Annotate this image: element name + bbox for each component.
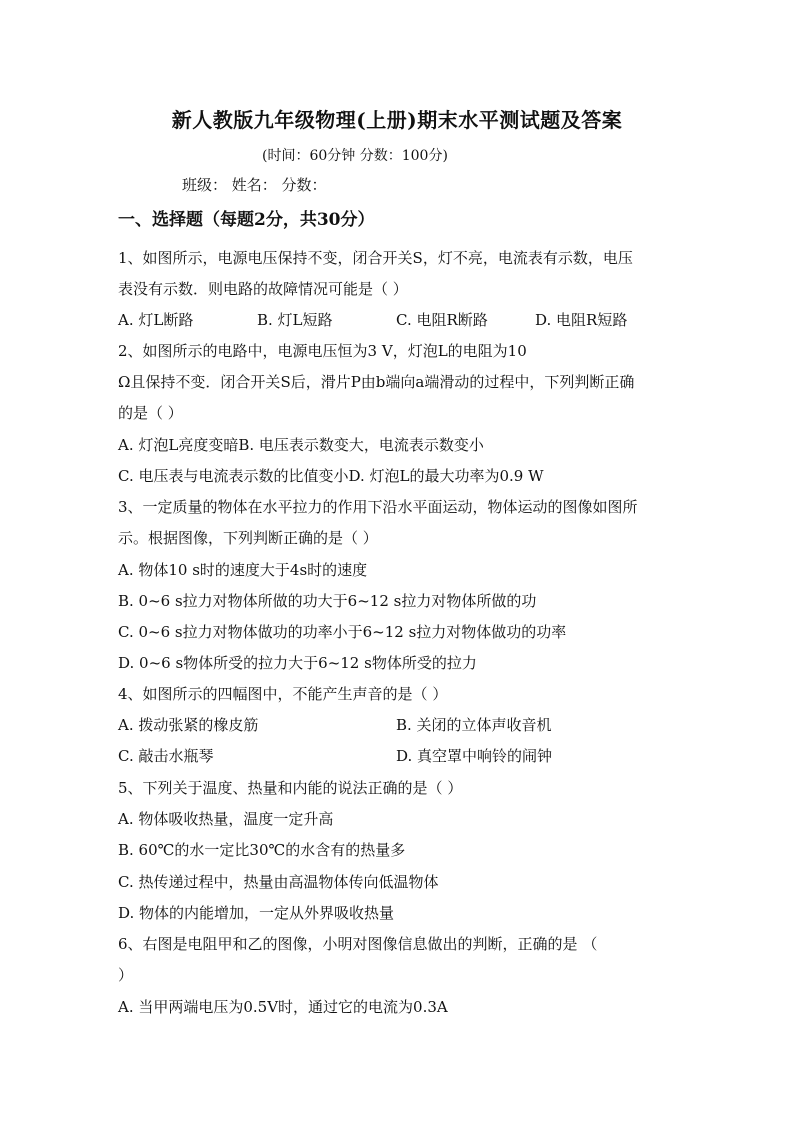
q4-option-b: B. 关闭的立体声收音机 — [396, 716, 552, 734]
q6-stem-line-1: 6、右图是电阻甲和乙的图像，小明对图像信息做出的判断，正确的是 （ — [118, 935, 598, 953]
q3-stem-line-1: 3、一定质量的物体在水平拉力的作用下沿水平面运动，物体运动的图像如图所 — [118, 498, 638, 516]
q3-option-b: B. 0~6 s拉力对物体所做的功大于6~12 s拉力对物体所做的功 — [118, 592, 537, 610]
q4-option-a: A. 拨动张紧的橡皮筋 — [118, 716, 259, 734]
q4-option-c: C. 敲击水瓶琴 — [118, 747, 214, 765]
q1-option-a: A. 灯L断路 — [118, 311, 194, 329]
q2-options-ab: A. 灯泡L亮度变暗B. 电压表示数变大，电流表示数变小 — [118, 436, 484, 454]
q4-stem: 4、如图所示的四幅图中，不能产生声音的是（ ） — [118, 685, 448, 703]
exam-title: 新人教版九年级物理(上册)期末水平测试题及答案 — [171, 108, 623, 132]
q3-stem-line-2: 示。根据图像，下列判断正确的是（ ） — [118, 529, 378, 547]
q5-option-a: A. 物体吸收热量，温度一定升高 — [118, 810, 334, 828]
q3-option-d: D. 0~6 s物体所受的拉力大于6~12 s物体所受的拉力 — [118, 654, 477, 672]
q6-stem-line-2: ） — [118, 966, 134, 984]
q1-stem-line-2: 表没有示数．则电路的故障情况可能是（ ） — [118, 280, 408, 298]
q2-options-cd: C. 电压表与电流表示数的比值变小D. 灯泡L的最大功率为0.9 W — [118, 467, 544, 485]
q3-option-a: A. 物体10 s时的速度大于4s时的速度 — [118, 561, 368, 579]
q3-option-c: C. 0~6 s拉力对物体做功的功率小于6~12 s拉力对物体做功的功率 — [118, 623, 567, 641]
q2-stem-line-1: 2、如图所示的电路中，电源电压恒为3 V，灯泡L的电阻为10 — [118, 342, 527, 360]
q4-option-d: D. 真空罩中响铃的闹钟 — [396, 747, 553, 765]
q1-option-b: B. 灯L短路 — [257, 311, 333, 329]
q6-option-a: A. 当甲两端电压为0.5V时，通过它的电流为0.3A — [118, 998, 448, 1016]
q2-stem-line-3: 的是（ ） — [118, 404, 183, 422]
q5-option-c: C. 热传递过程中，热量由高温物体传向低温物体 — [118, 873, 439, 891]
q1-option-c: C. 电阻R断路 — [396, 311, 488, 329]
student-info-line: 班级： 姓名： 分数： — [182, 176, 327, 194]
section-heading: 一、选择题（每题2分，共30分） — [118, 210, 375, 230]
q5-option-b: B. 60℃的水一定比30℃的水含有的热量多 — [118, 841, 406, 859]
q5-stem: 5、下列关于温度、热量和内能的说法正确的是（ ） — [118, 779, 463, 797]
q1-option-d: D. 电阻R短路 — [535, 311, 628, 329]
q1-stem-line-1: 1、如图所示，电源电压保持不变，闭合开关S，灯不亮，电流表有示数，电压 — [118, 249, 633, 267]
time-score-line: (时间：60分钟 分数：100分) — [262, 148, 448, 164]
q5-option-d: D. 物体的内能增加，一定从外界吸收热量 — [118, 904, 395, 922]
q2-stem-line-2: Ω且保持不变．闭合开关S后，滑片P由b端向a端滑动的过程中，下列判断正确 — [118, 373, 635, 391]
